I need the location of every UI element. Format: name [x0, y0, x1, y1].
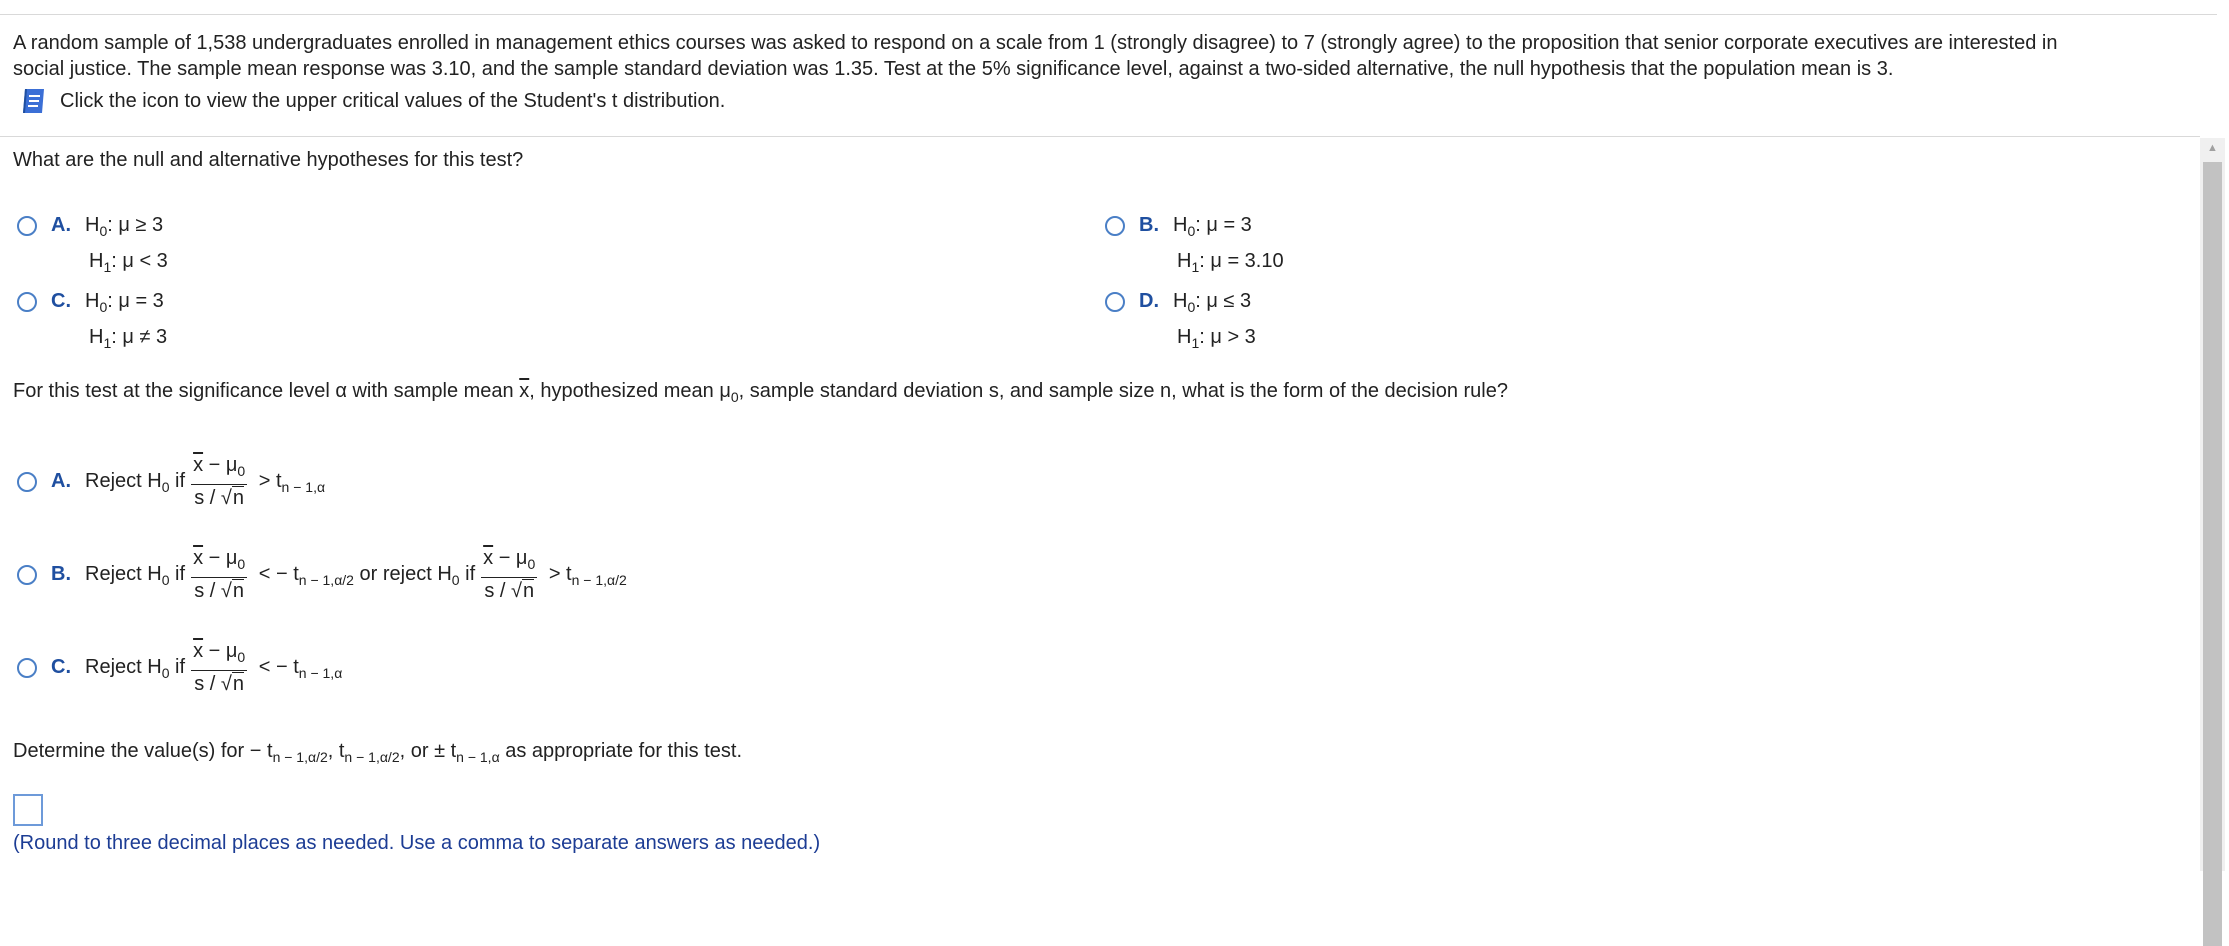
q3-prompt-part: , t [327, 740, 345, 762]
q1-option-a[interactable] [17, 210, 168, 282]
h0-label: H [85, 290, 100, 312]
test-statistic-fraction [191, 638, 247, 697]
reject-text: Reject H [85, 562, 162, 585]
denominator-text: s / [194, 673, 221, 695]
h1-subscript: 1 [1191, 259, 1200, 275]
option-letter: B. [1139, 214, 1159, 236]
fraction-numerator [481, 545, 537, 578]
radio-button[interactable] [1105, 216, 1125, 236]
numerator-text: − μ [203, 454, 238, 476]
h0-subscript: 0 [1187, 223, 1196, 239]
scroll-up-arrow-icon[interactable]: ▲ [2207, 142, 2218, 154]
h1-subscript: 1 [103, 259, 112, 275]
h0-subscript: 0 [99, 223, 108, 239]
mu-subscript: 0 [527, 556, 536, 572]
q3-prompt-part: as appropriate for this test. [499, 740, 743, 762]
t-subscript: n − 1,α/2 [272, 749, 328, 765]
h1-label: H [1177, 326, 1192, 348]
test-statistic-fraction [191, 545, 247, 604]
xbar-symbol: $\overline{x}$ [483, 547, 494, 569]
h1-label: H [89, 326, 104, 348]
null-hypothesis: : μ ≤ 3 [1195, 290, 1252, 312]
radio-button[interactable] [17, 292, 37, 312]
problem-statement [13, 30, 2218, 82]
sqrt-radicand: n [232, 673, 245, 695]
rounding-hint: (Round to three decimal places as needed. Use a comma to separate answers as needed.) [13, 832, 821, 854]
h0-label: H [85, 214, 100, 236]
q1-option-b[interactable] [1105, 210, 1284, 282]
h0-subscript: 0 [161, 571, 170, 588]
reject-text: Reject H [85, 469, 162, 492]
if-text: if [169, 469, 186, 492]
comparison-text: < − t [253, 562, 299, 585]
mu-subscript: 0 [730, 389, 739, 405]
numerator-text: − μ [203, 640, 238, 662]
denominator-text: s / [484, 580, 511, 602]
h0-subscript: 0 [451, 571, 460, 588]
t-table-link[interactable] [18, 86, 725, 116]
test-statistic-fraction [191, 452, 247, 511]
test-statistic-fraction [481, 545, 537, 604]
if-text: if [169, 655, 186, 678]
scroll-thumb[interactable] [2203, 162, 2222, 946]
h0-subscript: 0 [1187, 299, 1196, 315]
q1-option-c[interactable] [17, 286, 167, 358]
q2-prompt-part: For this test at the significance level α with sample mean [13, 380, 520, 402]
alternative-hypothesis: : μ > 3 [1199, 326, 1256, 348]
if-text: if [459, 562, 476, 585]
xbar-symbol: $\overline{x}$ [193, 454, 204, 476]
q2-prompt-part: , sample standard deviation s, and sample size n, what is the form of the decision rule? [738, 380, 1508, 402]
radio-button[interactable] [17, 565, 37, 585]
section-divider [0, 136, 2200, 137]
mu-subscript: 0 [237, 463, 246, 479]
or-reject-text: or reject H [353, 562, 452, 585]
q3-prompt-part: , or ± t [399, 740, 457, 762]
radio-button[interactable] [17, 216, 37, 236]
h1-label: H [89, 250, 104, 272]
xbar-symbol: $\overline{x}$ [519, 380, 530, 402]
option-letter: C. [51, 290, 71, 312]
h1-label: H [1177, 250, 1192, 272]
h0-subscript: 0 [161, 478, 170, 495]
fraction-numerator [191, 638, 247, 671]
reject-text: Reject H [85, 655, 162, 678]
comparison-text: > t [543, 562, 572, 585]
vertical-scrollbar[interactable] [2200, 138, 2225, 871]
mu-subscript: 0 [237, 649, 246, 665]
numerator-text: − μ [493, 547, 528, 569]
fraction-denominator: s / √n [194, 673, 245, 695]
t-subscript: n − 1,α [281, 478, 326, 495]
t-subscript: n − 1,α [298, 664, 343, 681]
t-subscript: n − 1,α/2 [298, 571, 354, 588]
null-hypothesis: : μ = 3 [107, 290, 164, 312]
option-letter: D. [1139, 290, 1159, 312]
q2-prompt-part: , hypothesized mean μ [529, 380, 731, 402]
t-subscript: n − 1,α/2 [571, 571, 627, 588]
denominator-text: s / [194, 580, 221, 602]
h1-subscript: 1 [103, 335, 112, 351]
sqrt-radicand: n [522, 580, 535, 602]
q2-prompt [13, 378, 1508, 410]
h0-subscript: 0 [161, 664, 170, 681]
q3-prompt-part: Determine the value(s) for − t [13, 740, 273, 762]
sqrt-radicand: n [232, 487, 245, 509]
xbar-symbol: $\overline{x}$ [193, 547, 204, 569]
critical-value-input[interactable] [13, 794, 43, 826]
q1-prompt: What are the null and alternative hypotheses for this test? [13, 149, 524, 171]
option-letter: B. [51, 562, 71, 585]
book-icon[interactable] [18, 86, 48, 116]
t-subscript: n − 1,α/2 [344, 749, 400, 765]
option-letter: A. [51, 469, 71, 492]
numerator-text: − μ [203, 547, 238, 569]
sqrt-radicand: n [232, 580, 245, 602]
radio-button[interactable] [17, 658, 37, 678]
q1-option-d[interactable] [1105, 286, 1256, 358]
fraction-denominator: s / √n [194, 487, 245, 509]
q2-option-b[interactable] [17, 545, 627, 604]
fraction-numerator [191, 545, 247, 578]
t-table-link-text[interactable]: Click the icon to view the upper critical values of the Student's t distribution. [60, 89, 726, 112]
null-hypothesis: : μ = 3 [1195, 214, 1252, 236]
option-letter: A. [51, 214, 71, 236]
fraction-denominator: s / √n [194, 580, 245, 602]
problem-line-2: social justice. The sample mean response was 3.10, and the sample standard deviation was 1.35. Test at the 5% significance level, against a two-sided alternative, the null hypothesis that the population mean is 3. [13, 58, 1894, 80]
q2-option-a[interactable] [17, 452, 325, 511]
if-text: if [169, 562, 186, 585]
null-hypothesis: : μ ≥ 3 [107, 214, 164, 236]
option-letter: C. [51, 655, 71, 678]
h0-label: H [1173, 290, 1188, 312]
h1-subscript: 1 [1191, 335, 1200, 351]
mu-subscript: 0 [237, 556, 246, 572]
h0-label: H [1173, 214, 1188, 236]
radio-button[interactable] [1105, 292, 1125, 312]
alternative-hypothesis: : μ < 3 [111, 250, 168, 272]
radio-button[interactable] [17, 472, 37, 492]
fraction-denominator: s / √n [484, 580, 535, 602]
q3-prompt [13, 738, 742, 770]
comparison-text: > t [253, 469, 282, 492]
comparison-text: < − t [253, 655, 299, 678]
q2-option-c[interactable] [17, 638, 342, 697]
alternative-hypothesis: : μ = 3.10 [1199, 250, 1284, 272]
fraction-numerator [191, 452, 247, 485]
top-divider [0, 14, 2217, 15]
xbar-symbol: $\overline{x}$ [193, 640, 204, 662]
h0-subscript: 0 [99, 299, 108, 315]
problem-line-1: A random sample of 1,538 undergraduates enrolled in management ethics courses was asked to respond on a scale from 1 (strongly disagree) to 7 (strongly agree) to the proposition that senior corporate executives are interested in [13, 32, 2058, 54]
alternative-hypothesis: : μ ≠ 3 [111, 326, 168, 348]
t-subscript: n − 1,α [456, 749, 500, 765]
denominator-text: s / [194, 487, 221, 509]
